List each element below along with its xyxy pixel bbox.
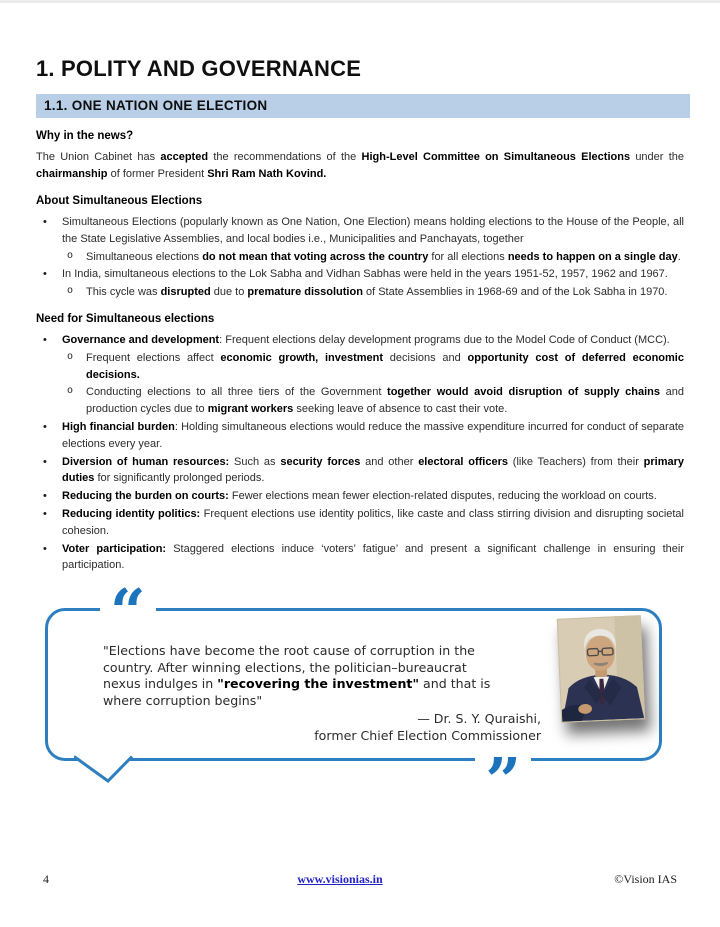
quote-attribution <box>103 711 541 744</box>
circle-bullet-icon: o <box>67 250 74 262</box>
quote-bubble <box>45 575 662 818</box>
bullet-icon: • <box>43 420 47 433</box>
bullet-icon: • <box>43 268 47 281</box>
list-item <box>36 506 684 540</box>
need-bullet-list <box>36 332 684 574</box>
list-item <box>36 384 684 418</box>
bullet-icon: • <box>43 216 47 228</box>
bullet-icon: • <box>43 333 47 346</box>
bullet-icon: • <box>43 455 47 468</box>
list-item-text: Voter participation: Staggered elections induce ‘voters’ fatigue’ and present a significant challenge in ensuring their participation. <box>62 542 684 572</box>
list-item <box>36 332 684 349</box>
list-item <box>36 214 684 248</box>
why-in-news-heading: Why in the news? <box>36 130 134 142</box>
quote-attribution-title: former Chief Election Commissioner <box>314 727 541 743</box>
close-quote-icon: ” <box>475 752 531 804</box>
list-item <box>36 266 684 283</box>
page-footer <box>0 872 720 887</box>
list-item <box>36 249 684 266</box>
quote-callout <box>45 575 662 818</box>
list-item-text: Simultaneous elections do not mean that voting across the country for all elections needs to happen on a single day. <box>86 250 681 263</box>
list-item <box>36 419 684 453</box>
list-item <box>36 541 684 575</box>
list-item <box>36 284 684 301</box>
about-bullet-list <box>36 214 684 301</box>
portrait-illustration <box>558 616 644 721</box>
list-item <box>36 488 684 505</box>
about-heading: About Simultaneous Elections <box>36 195 203 207</box>
circle-bullet-icon: o <box>67 386 74 398</box>
list-item-text: Frequent elections affect economic growth, investment decisions and opportunity cost of deferred economic decisions. <box>86 351 684 381</box>
list-item-text: Governance and development: Frequent elections delay development programs due to the Model Code of Conduct (MCC). <box>62 333 670 346</box>
quote-text: "Elections have become the root cause of corruption in the country. After winning elections, the politician–bureaucrat nexus indulges in "recovering the investment" and that is where corruption begins" <box>103 643 491 708</box>
bullet-icon: • <box>43 542 47 555</box>
circle-bullet-icon: o <box>67 351 74 363</box>
bullet-icon: • <box>43 490 47 503</box>
list-item-text: Diversion of human resources: Such as security forces and other electoral officers (like Teachers) from their primary duties for significantly prolonged periods. <box>62 455 685 485</box>
list-item <box>36 350 684 384</box>
list-item-text: This cycle was disrupted due to premature dissolution of State Assemblies in 1968-69 and of the Lok Sabha in 1970. <box>86 286 668 299</box>
list-item-text: Simultaneous Elections (popularly known as One Nation, One Election) means holding elections to the House of the People, all the State Legislative Assemblies, and local bodies i.e., Municipalities and Panchayats, together <box>62 216 684 245</box>
quraishi-photo <box>557 615 645 723</box>
quote-attribution-name: — Dr. S. Y. Quraishi, <box>417 711 541 727</box>
list-item-text: High financial burden: Holding simultaneous elections would reduce the massive expenditure incurred for conduct of separate elections every year. <box>62 420 684 450</box>
need-heading: Need for Simultaneous elections <box>36 312 215 325</box>
list-item-text: Conducting elections to all three tiers of the Government together would avoid disruption of supply chains and production cycles due to migrant workers seeking leave of absence to cast their vote. <box>86 386 684 416</box>
list-item-text: Reducing identity politics: Frequent elections use identity politics, like caste and class stirring division and disrupting societal cohesion. <box>62 507 684 537</box>
footer-copyright: ©Vision IAS <box>614 872 677 886</box>
bullet-icon: • <box>43 507 47 520</box>
intro-paragraph: The Union Cabinet has accepted the recommendations of the High-Level Committee on Simultaneous Elections under the chairmanship of former President Shri Ram Nath Kovind. <box>36 151 684 180</box>
open-quote-icon: “ <box>100 586 156 638</box>
list-item <box>36 454 684 488</box>
speech-tail-icon <box>74 755 136 785</box>
chapter-title: 1. POLITY AND GOVERNANCE <box>36 56 362 81</box>
page-number: 4 <box>43 872 49 886</box>
footer-website-link[interactable]: www.visionias.in <box>297 872 383 886</box>
list-item-text: In India, simultaneous elections to the Lok Sabha and Vidhan Sabhas were held in the years 1951-52, 1957, 1962 and 1967. <box>62 268 668 281</box>
list-item-text: Reducing the burden on courts: Fewer elections mean fewer election-related disputes, reducing the workload on courts. <box>62 490 657 503</box>
circle-bullet-icon: o <box>67 286 74 298</box>
section-heading: 1.1. ONE NATION ONE ELECTION <box>36 94 690 118</box>
